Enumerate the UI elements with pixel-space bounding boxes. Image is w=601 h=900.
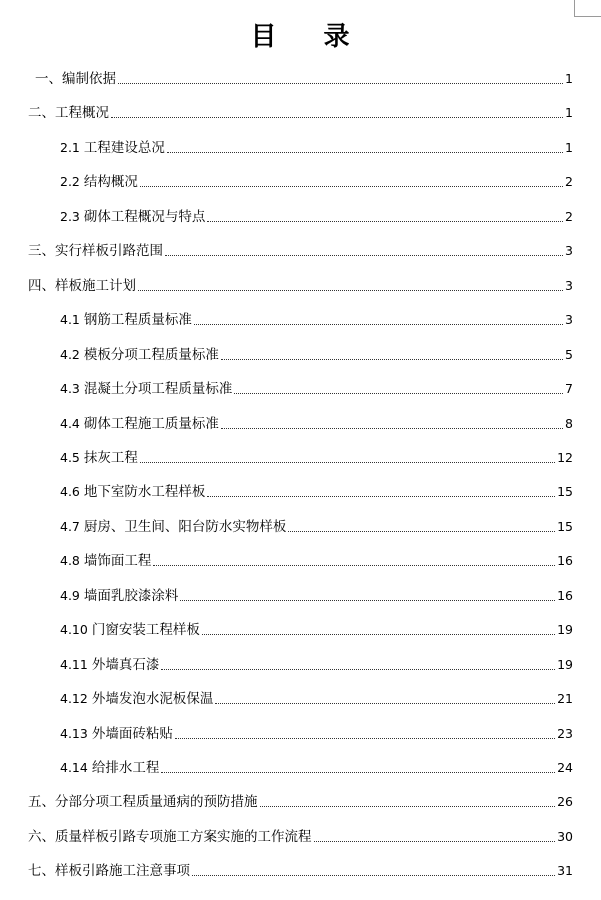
toc-entry-number: 2.3: [60, 209, 80, 224]
toc-entry-title: 外墙真石漆: [91, 657, 160, 673]
toc-entry-number: 4.7: [60, 519, 80, 534]
toc-entry-title: 二、工程概况: [28, 105, 109, 121]
toc-page-number: 19: [557, 622, 573, 637]
page-title: [0, 20, 601, 54]
toc-page-number: 1: [565, 105, 573, 120]
toc-entry[interactable]: [28, 828, 573, 846]
toc-entry-title: 四、样板施工计划: [28, 278, 136, 294]
toc-dot-leader: [167, 152, 563, 153]
toc-entry-number: 4.4: [60, 416, 80, 431]
toc-dot-leader: [118, 83, 563, 84]
toc-entry[interactable]: [60, 483, 573, 501]
toc-dot-leader: [180, 600, 555, 601]
toc-entry-title: 给排水工程: [91, 760, 160, 776]
toc-page-number: 16: [557, 588, 573, 603]
toc-entry[interactable]: [60, 759, 573, 777]
toc-entry[interactable]: [60, 449, 573, 467]
toc-page-number: 21: [557, 691, 573, 706]
toc-entry[interactable]: [35, 70, 573, 88]
toc-page-number: 16: [557, 553, 573, 568]
toc-entry[interactable]: [60, 173, 573, 191]
toc-entry[interactable]: [28, 277, 573, 295]
toc-entry-number: 2.2: [60, 174, 80, 189]
toc-entry-number: 4.5: [60, 450, 80, 465]
toc-entry-number: 4.12: [60, 691, 88, 706]
toc-entry[interactable]: [60, 587, 573, 605]
toc-page-number: 3: [565, 243, 573, 258]
toc-dot-leader: [138, 290, 563, 291]
toc-dot-leader: [288, 531, 555, 532]
toc-entry-title: 外墙发泡水泥板保温: [91, 691, 214, 707]
toc-entry-number: 4.9: [60, 588, 80, 603]
toc-page-number: 19: [557, 657, 573, 672]
toc-entry-title: 砌体工程施工质量标准: [83, 416, 219, 432]
toc-dot-leader: [207, 496, 555, 497]
toc-dot-leader: [165, 255, 563, 256]
toc-entry-title: 墙饰面工程: [83, 553, 152, 569]
toc-entry-title: 混凝土分项工程质量标准: [83, 381, 233, 397]
toc-entry[interactable]: [60, 346, 573, 364]
toc-dot-leader: [111, 117, 563, 118]
toc-entry-title: 三、实行样板引路范围: [28, 243, 163, 259]
toc-page-number: 5: [565, 347, 573, 362]
toc-entry-number: 4.6: [60, 484, 80, 499]
toc-page-number: 26: [557, 794, 573, 809]
toc-entry-title: 墙面乳胶漆涂料: [83, 588, 179, 604]
toc-entry-number: 4.11: [60, 657, 88, 672]
toc-entry-number: 4.14: [60, 760, 88, 775]
toc-dot-leader: [221, 359, 563, 360]
toc-entry[interactable]: [60, 311, 573, 329]
toc-page-number: 3: [565, 312, 573, 327]
toc-dot-leader: [194, 324, 563, 325]
toc-entry-title: 钢筋工程质量标准: [83, 312, 192, 328]
toc-entry-title: 地下室防水工程样板: [83, 484, 206, 500]
title-char-1: 目: [250, 22, 278, 52]
toc-dot-leader: [140, 186, 563, 187]
toc-entry[interactable]: [60, 380, 573, 398]
toc-entry-number: 2.1: [60, 140, 80, 155]
toc-entry-number: 4.2: [60, 347, 80, 362]
toc-entry-title: 一、编制依据: [35, 71, 116, 87]
toc-entry[interactable]: [60, 621, 573, 639]
toc-entry[interactable]: [28, 862, 573, 880]
toc-dot-leader: [207, 221, 563, 222]
toc-page-number: 24: [557, 760, 573, 775]
toc-page-number: 15: [557, 519, 573, 534]
toc-dot-leader: [221, 428, 563, 429]
toc-page-number: 2: [565, 174, 573, 189]
toc-dot-leader: [234, 393, 563, 394]
toc-page-number: 8: [565, 416, 573, 431]
toc-entry-title: 厨房、卫生间、阳台防水实物样板: [83, 519, 287, 535]
toc-entry-number: 4.8: [60, 553, 80, 568]
toc-entry[interactable]: [28, 242, 573, 260]
title-char-2: 录: [323, 22, 351, 52]
toc-dot-leader: [314, 841, 556, 842]
toc-entry-title: 抹灰工程: [83, 450, 138, 466]
toc-entry-title: 结构概况: [83, 174, 138, 190]
toc-entry-number: 4.13: [60, 726, 88, 741]
page-corner-mark: [574, 0, 601, 17]
toc-page-number: 31: [557, 863, 573, 878]
toc-dot-leader: [153, 565, 555, 566]
toc-entry-title: 门窗安装工程样板: [91, 622, 200, 638]
toc-page-number: 2: [565, 209, 573, 224]
toc-entry-title: 工程建设总况: [83, 140, 165, 156]
toc-entry[interactable]: [60, 725, 573, 743]
toc-entry-number: 4.10: [60, 622, 88, 637]
toc-dot-leader: [140, 462, 555, 463]
toc-page-number: 23: [557, 726, 573, 741]
toc-entry[interactable]: [60, 415, 573, 433]
toc-page-number: 1: [565, 140, 573, 155]
toc-dot-leader: [202, 634, 555, 635]
toc-page-number: 1: [565, 71, 573, 86]
toc-page-number: 30: [557, 829, 573, 844]
toc-dot-leader: [161, 772, 555, 773]
toc-entry[interactable]: [28, 793, 573, 811]
toc-entry[interactable]: [60, 208, 573, 226]
toc-page-number: 7: [565, 381, 573, 396]
toc-entry-title: 五、分部分项工程质量通病的预防措施: [28, 794, 258, 810]
toc-entry-title: 外墙面砖粘贴: [91, 726, 173, 742]
toc-dot-leader: [260, 806, 556, 807]
toc-entry-title: 砌体工程概况与特点: [83, 209, 206, 225]
toc-entry-title: 模板分项工程质量标准: [83, 347, 219, 363]
toc-entry[interactable]: [60, 656, 573, 674]
toc-entry-number: 4.3: [60, 381, 80, 396]
toc-entry-number: 4.1: [60, 312, 80, 327]
toc-dot-leader: [161, 669, 555, 670]
toc-page-number: 15: [557, 484, 573, 499]
toc-dot-leader: [215, 703, 555, 704]
toc-entry[interactable]: [60, 690, 573, 708]
toc-entry-title: 七、样板引路施工注意事项: [28, 863, 190, 879]
toc-entry[interactable]: [60, 518, 573, 536]
toc-page-number: 3: [565, 278, 573, 293]
toc-entry[interactable]: [60, 552, 573, 570]
toc-page-number: 12: [557, 450, 573, 465]
toc-dot-leader: [192, 875, 555, 876]
toc-entry[interactable]: [28, 104, 573, 122]
toc-dot-leader: [175, 738, 555, 739]
toc-entry-title: 六、质量样板引路专项施工方案实施的工作流程: [28, 829, 312, 845]
toc-entry[interactable]: [60, 139, 573, 157]
